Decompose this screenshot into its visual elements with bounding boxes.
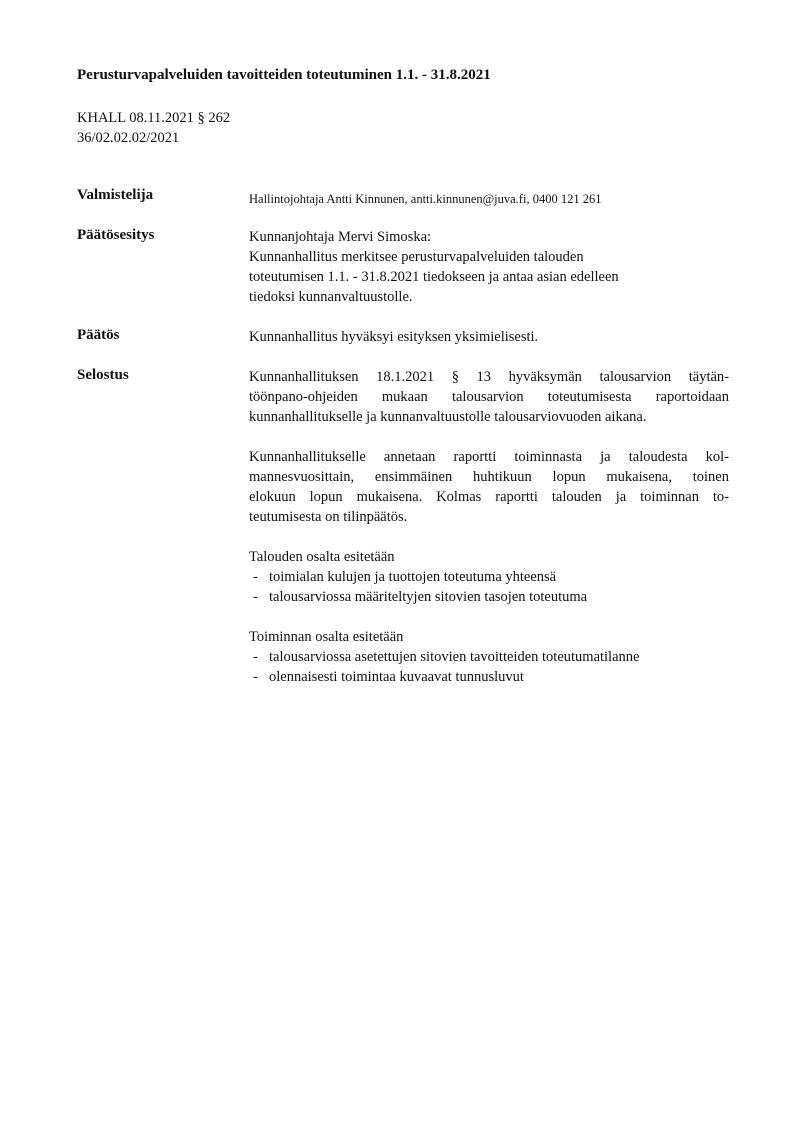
talous-item-text: talousarviossa määriteltyjen sitovien tasojen toteutuma	[269, 589, 588, 605]
toiminta-list-item	[249, 667, 729, 687]
preparer-info: Hallintojohtaja Antti Kinnunen, antti.kinnunen@juva.fi, 0400 121 261	[249, 192, 602, 206]
bullet-mark: -	[253, 589, 258, 605]
talous-item-text: toimialan kulujen ja tuottojen toteutuma yhteensä	[269, 569, 557, 585]
valmistelija-label: Valmistelija	[77, 187, 154, 203]
talous-list-item	[249, 567, 729, 587]
selostus-para2-line: elokuun lopun mukaisena. Kolmas raportti talouden ja toiminnan to-	[249, 489, 729, 505]
toiminta-item-text: olennaisesti toimintaa kuvaavat tunnusluvut	[269, 669, 524, 685]
selostus-para1-line: kunnanhallitukselle ja kunnanvaltuustolle talousarviovuoden aikana.	[249, 409, 647, 425]
proposal-line: toteutumisen 1.1. - 31.8.2021 tiedokseen ja antaa asian edelleen	[249, 269, 619, 285]
decision-line: Kunnanhallitus hyväksyi esityksen yksimielisesti.	[249, 329, 539, 345]
selostus-text	[249, 367, 729, 687]
proposal-line: tiedoksi kunnanvaltuustolle.	[249, 289, 413, 305]
selostus-para1-line: Kunnanhallituksen 18.1.2021 § 13 hyväksymän talousarvion täytän-	[249, 369, 729, 385]
bullet-mark: -	[253, 649, 258, 665]
meeting-reference: KHALL 08.11.2021 § 262	[77, 110, 231, 126]
selostus-label: Selostus	[77, 367, 129, 383]
paatosesitys-text	[249, 227, 729, 307]
paatos-label: Päätös	[77, 327, 120, 343]
toiminta-list-item	[249, 647, 729, 667]
selostus-para2-line: teutumisesta on tilinpäätös.	[249, 509, 408, 525]
talous-list-item	[249, 587, 729, 607]
document-title: Perusturvapalveluiden tavoitteiden toteutuminen 1.1. - 31.8.2021	[77, 67, 491, 83]
toiminta-heading: Toiminnan osalta esitetään	[249, 629, 404, 645]
paatosesitys-label: Päätösesitys	[77, 227, 155, 243]
document-meta	[77, 108, 230, 148]
selostus-para2-line: mannesvuosittain, ensimmäinen huhtikuun lopun mukaisena, toinen	[249, 469, 729, 485]
toiminta-item-text: talousarviossa asetettujen sitovien tavoitteiden toteutumatilanne	[269, 649, 640, 665]
talous-heading: Talouden osalta esitetään	[249, 549, 395, 565]
proposal-line: Kunnanhallitus merkitsee perusturvapalveluiden talouden	[249, 249, 584, 265]
bullet-mark: -	[253, 669, 258, 685]
case-number: 36/02.02.02/2021	[77, 130, 180, 146]
selostus-para1-line: töönpano-ohjeiden mukaan talousarvion toteutumisesta raportoidaan	[249, 389, 729, 405]
selostus-para2-line: Kunnanhallitukselle annetaan raportti toiminnasta ja taloudesta kol-	[249, 449, 729, 465]
bullet-mark: -	[253, 569, 258, 585]
proposal-line: Kunnanjohtaja Mervi Simoska:	[249, 229, 432, 245]
paatos-text	[249, 327, 729, 347]
valmistelija-text	[249, 189, 729, 209]
